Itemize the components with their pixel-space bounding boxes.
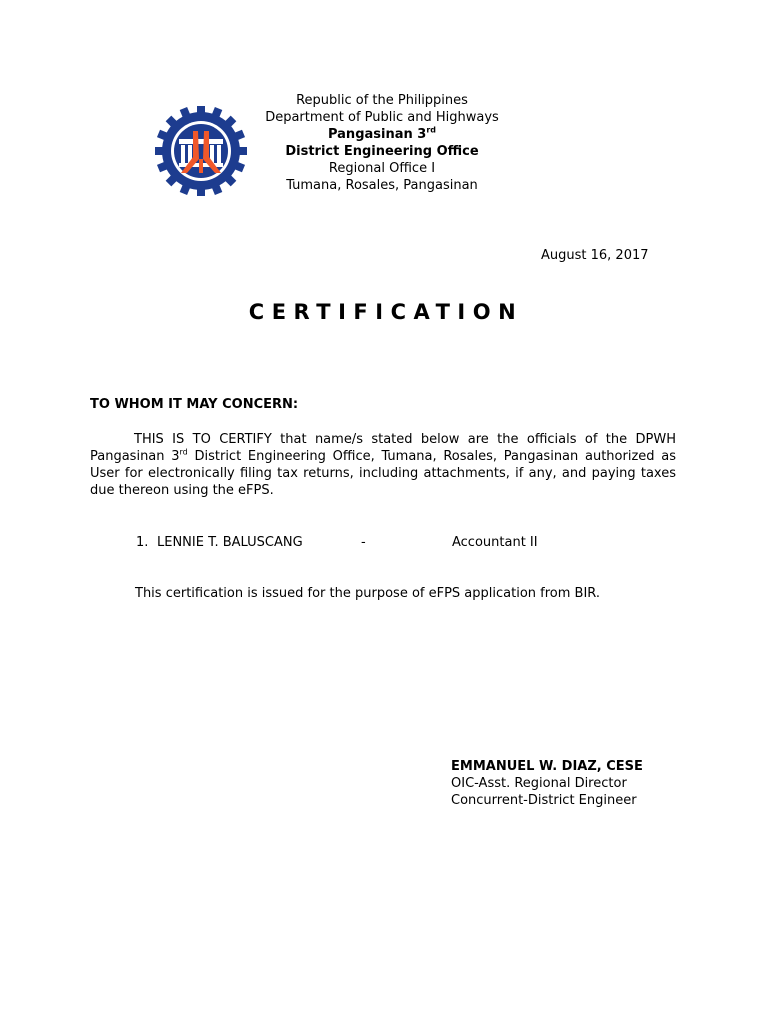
signatory-name: EMMANUEL W. DIAZ, CESE bbox=[451, 759, 643, 774]
body-text-part2: District Engineering Office, Tumana, Rosales, Pangasinan authorized as User for electronically filing tax returns, including attachments, if any, and paying taxes due thereon using the eFPS. bbox=[90, 449, 676, 498]
office-name: Pangasinan 3 bbox=[327, 127, 427, 142]
letterhead-office bbox=[262, 126, 502, 143]
letterhead-office-line2: District Engineering Office bbox=[285, 144, 479, 159]
letterhead-department: Department of Public and Highways bbox=[265, 110, 499, 125]
body-text-part1: THIS IS TO CERTIFY that name/s stated below are the officials of the DPWH Pangasinan 3 bbox=[90, 432, 676, 464]
official-position: Accountant II bbox=[452, 535, 538, 550]
official-name: LENNIE T. BALUSCANG bbox=[157, 535, 303, 550]
letterhead bbox=[262, 92, 502, 194]
letterhead-region: Regional Office I bbox=[328, 161, 436, 176]
dpwh-logo bbox=[150, 106, 252, 196]
letterhead-address: Tumana, Rosales, Pangasinan bbox=[286, 178, 478, 193]
signatory-title-2: Concurrent-District Engineer bbox=[451, 793, 637, 808]
salutation: TO WHOM IT MAY CONCERN: bbox=[90, 397, 299, 412]
signatory-block bbox=[451, 758, 643, 809]
signatory-title-1: OIC-Asst. Regional Director bbox=[451, 776, 627, 791]
official-number: 1. bbox=[136, 535, 149, 550]
office-superscript: rd bbox=[426, 125, 436, 135]
document-date: August 16, 2017 bbox=[541, 248, 649, 263]
document-title: CERTIFICATION bbox=[248, 300, 524, 324]
body-superscript: rd bbox=[179, 447, 188, 457]
purpose-statement: This certification is issued for the purpose of eFPS application from BIR. bbox=[135, 586, 600, 601]
official-separator: - bbox=[361, 535, 366, 550]
letterhead-republic: Republic of the Philippines bbox=[296, 93, 468, 108]
body-paragraph bbox=[90, 431, 676, 499]
